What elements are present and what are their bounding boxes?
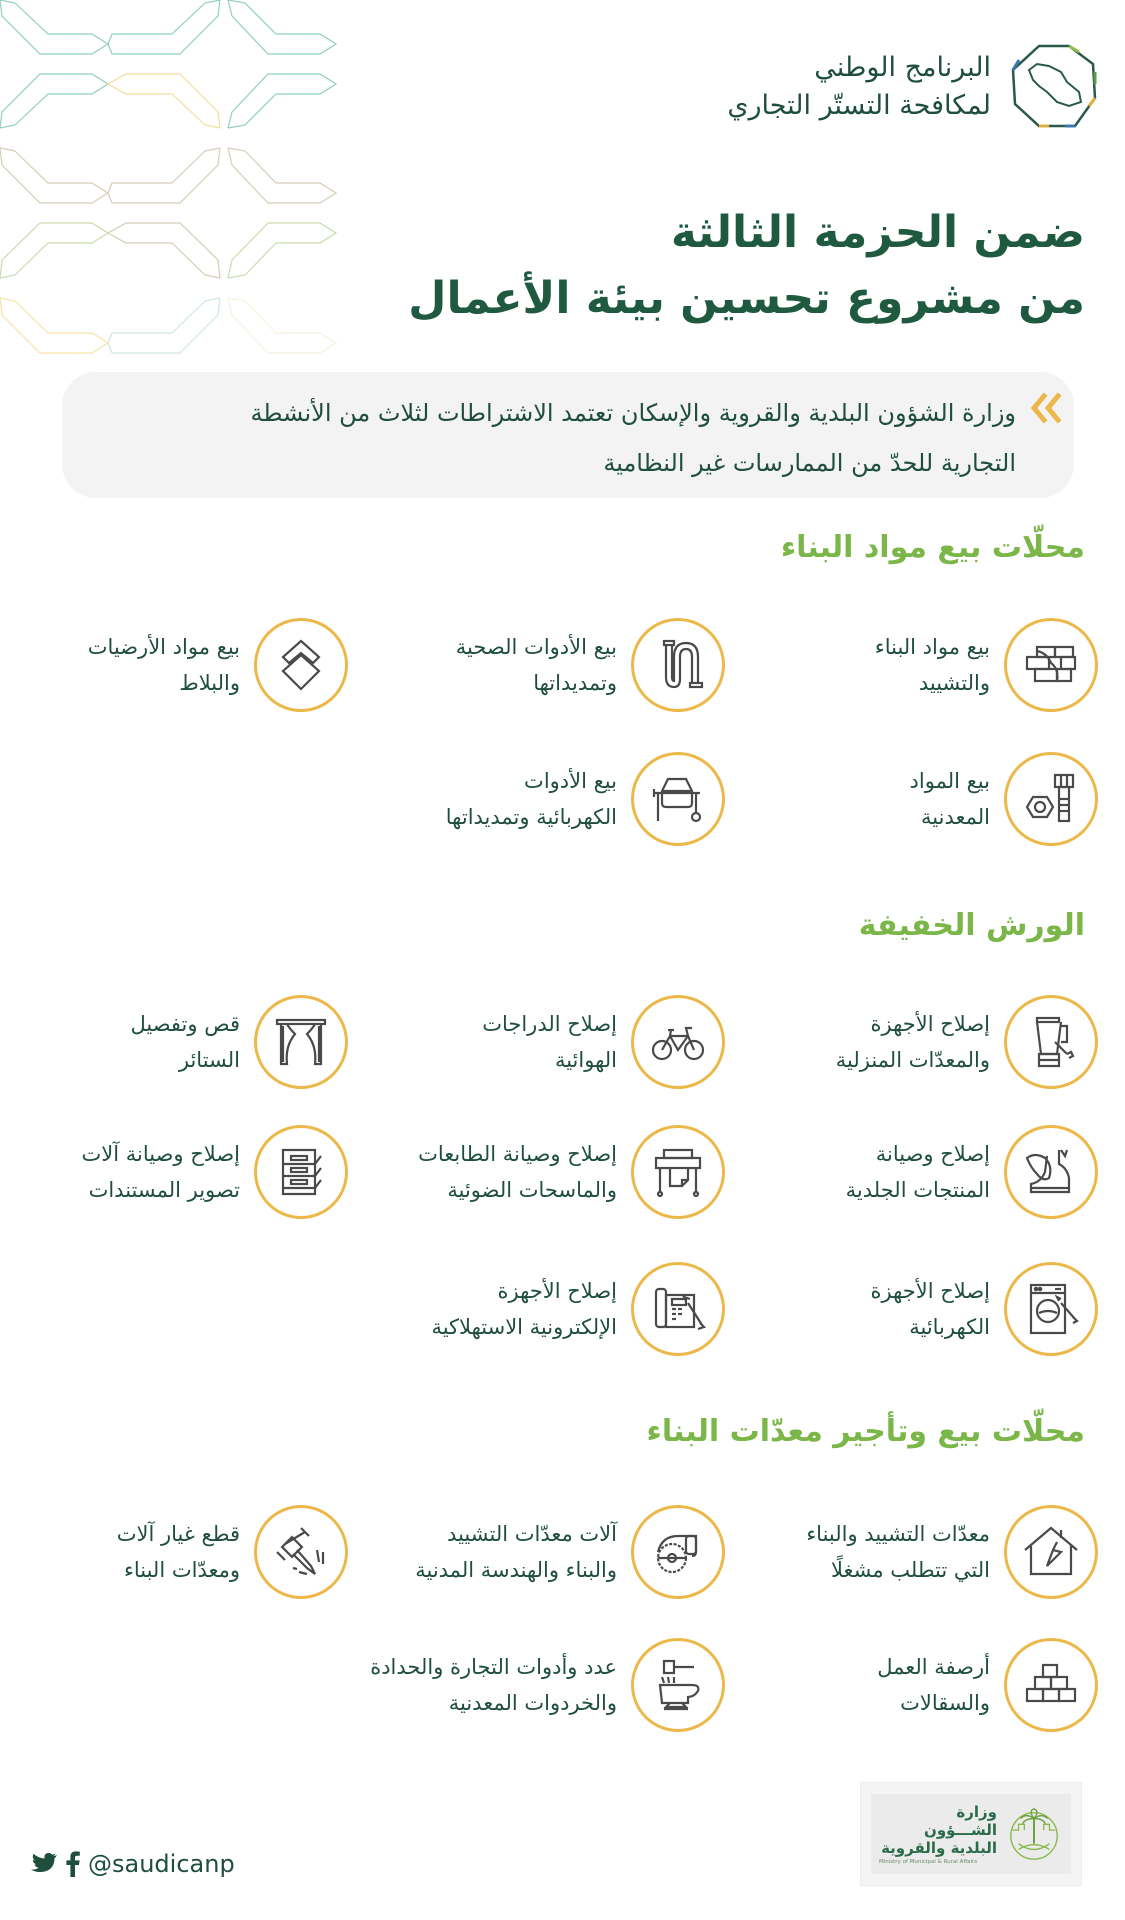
list-item: أرصفة العمل والسقالات [877,1638,1098,1732]
section-title-equipment-rental: محلّات بيع وتأجير معدّات البناء [646,1414,1085,1449]
ministry-name-en: Ministry of Municipal & Rural Affairs [879,1859,978,1865]
list-item: بيع الأدوات الكهربائية وتمديداتها [446,752,725,846]
list-item: آلات معدّات التشييد والبناء والهندسة المدنية [415,1505,725,1599]
list-item: بيع المواد المعدنية [910,752,1098,846]
program-name-line1: البرنامج الوطني [814,52,991,83]
house-trowel-icon [1021,1522,1081,1582]
saudi-map-octagon-icon [1009,42,1099,132]
list-item: إصلاح الدراجات الهوائية [482,995,725,1089]
facebook-icon[interactable] [66,1851,80,1877]
intro-box [62,372,1074,498]
program-logo [727,42,1099,132]
list-item: عدد وأدوات التجارة والحدادة والخردوات المعدنية [370,1638,725,1732]
brick-wall-icon [1021,635,1081,695]
list-item: إصلاح الأجهزة والمعدّات المنزلية [836,995,1098,1089]
boot-icon [1021,1142,1081,1202]
list-item: بيع الأدوات الصحية وتمديداتها [456,618,725,712]
bricks-stack-icon [1021,1655,1081,1715]
copier-trays-icon [271,1142,331,1202]
list-item: قص وتفصيل الستائر [130,995,348,1089]
list-item: إصلاح الأجهزة الإلكترونية الاستهلاكية [431,1262,725,1356]
social-handle[interactable]: @saudicanp [88,1850,235,1878]
washing-machine-wrench-icon [1021,1279,1081,1339]
circular-saw-icon [648,1522,708,1582]
jackhammer-icon [271,1522,331,1582]
list-item: معدّات التشييد والبناء التي تتطلب مشغلًا [806,1505,1098,1599]
twitter-icon[interactable] [30,1851,58,1877]
anvil-hammer-icon [648,1655,708,1715]
ministry-name-ar-line1: وزارة الشـــؤون [924,1803,997,1839]
list-item: إصلاح وصيانة الطابعات والماسحات الضوئية [418,1125,725,1219]
intro-line2: التجارية للحدّ من الممارسات غير النظامية [603,449,1016,477]
blender-wrench-icon [1021,1012,1081,1072]
pipe-icon [648,635,708,695]
bolt-nut-icon [1021,769,1081,829]
section-title-building-materials: محلّات بيع مواد البناء [780,530,1085,565]
curtains-icon [271,1012,331,1072]
list-item: قطع غيار آلات ومعدّات البناء [117,1505,348,1599]
phone-wrench-icon [648,1279,708,1339]
page-title [408,200,1085,332]
palm-swords-emblem-icon [1005,1805,1063,1863]
social-links [30,1850,235,1878]
program-name-line2: لمكافحة التستّر التجاري [727,90,991,121]
section-title-light-workshops: الورش الخفيفة [858,908,1085,943]
list-item: إصلاح وصيانة آلات تصوير المستندات [82,1125,349,1219]
bicycle-icon [648,1012,708,1072]
list-item: بيع مواد البناء والتشييد [875,618,1098,712]
tiles-icon [271,635,331,695]
list-item: إصلاح وصيانة المنتجات الجلدية [846,1125,1098,1219]
intro-line1: وزارة الشؤون البلدية والقروية والإسكان تعتمد الاشتراطات لثلاث من الأنشطة [250,399,1016,427]
cement-mixer-icon [648,769,708,829]
ministry-logo [860,1782,1082,1886]
list-item: بيع مواد الأرضيات والبلاط [88,618,348,712]
title-line1: ضمن الحزمة الثالثة [670,207,1085,258]
title-line2: من مشروع تحسين بيئة الأعمال [408,273,1085,324]
ministry-name-ar-line2: البلدية والقروية [881,1839,997,1857]
plotter-icon [648,1142,708,1202]
double-chevron-left-icon [1026,390,1066,426]
list-item: إصلاح الأجهزة الكهربائية [871,1262,1099,1356]
decorative-pattern [0,0,360,360]
